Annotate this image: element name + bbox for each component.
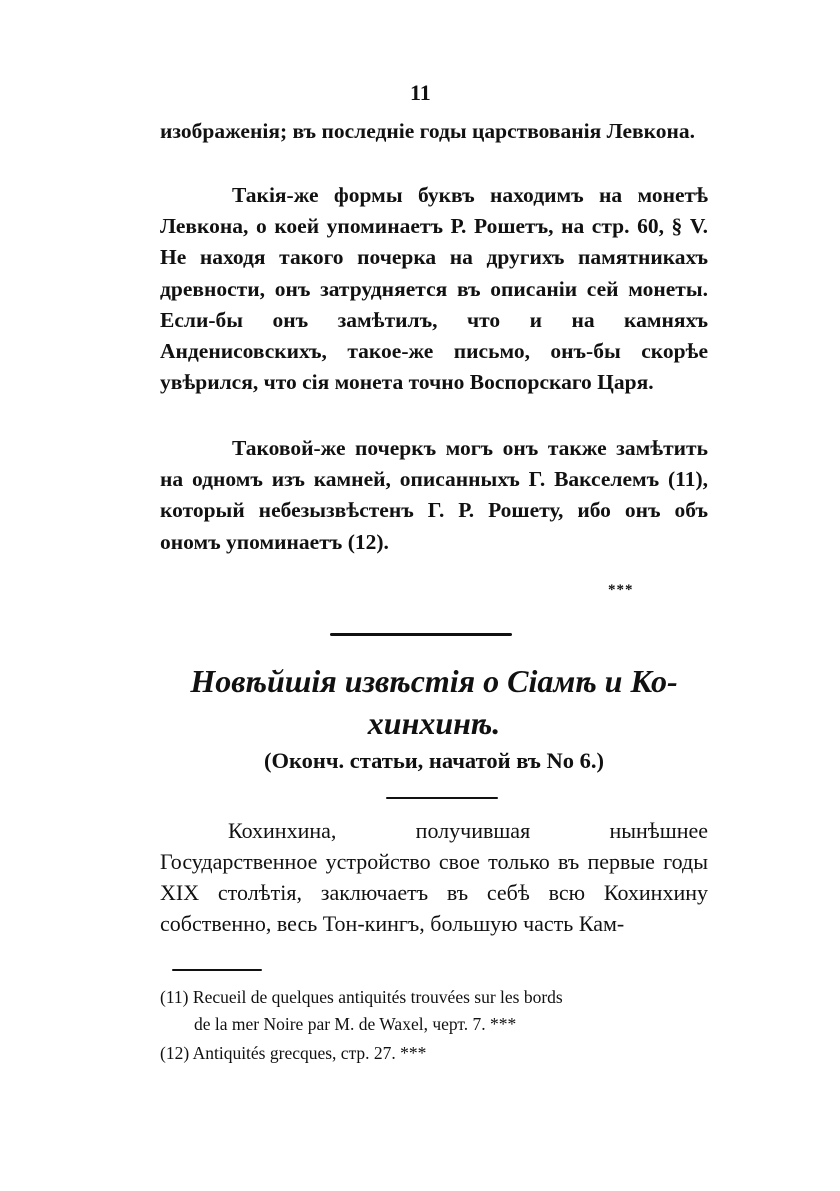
footnote-12 bbox=[160, 1040, 720, 1067]
article-title-line-2: хинхинѣ. bbox=[367, 705, 501, 741]
footnote-text-continued: de la mer Noire par M. de Waxel, черт. 7. *** bbox=[194, 1014, 517, 1034]
paragraph-waxel-stone bbox=[160, 433, 708, 558]
article-title bbox=[160, 660, 708, 744]
page-number: 11 bbox=[410, 80, 431, 105]
article-title-line-1: Новѣйшія извѣстія о Сіамѣ и Ко- bbox=[190, 663, 678, 699]
paragraph-text: Таковой-же почеркъ могъ онъ также замѣтить на одномъ изъ камней, описанныхъ Г. Вакселемъ (11), который небезызвѣстенъ Г. Р. Рошету, ибо онъ объ ономъ упоминаетъ (12). bbox=[160, 436, 708, 554]
end-of-article-stars: *** bbox=[608, 582, 634, 598]
footnote-text: Antiquités grecques, стр. 27. *** bbox=[192, 1043, 427, 1063]
section-divider bbox=[330, 633, 512, 636]
footnote-rule bbox=[172, 969, 262, 971]
paragraph-coin-letters bbox=[160, 180, 708, 398]
subtitle-divider bbox=[386, 797, 498, 799]
footnote-text: Recueil de quelques antiquités trouvées sur les bords bbox=[192, 987, 563, 1007]
footnote-11 bbox=[160, 984, 720, 1038]
paragraph-text: изображенія; въ последніе годы царствованія Левкона. bbox=[160, 119, 696, 143]
article-body-paragraph: Кохинхина, получившая нынѣшнее Государственное устройство свое только въ первые годы XIX столѣтія, заключаетъ въ себѣ всю Кохинхину собственно, весь Тон-кингъ, большую часть Кам- bbox=[160, 818, 708, 936]
continued-paragraph bbox=[160, 116, 708, 147]
paragraph-text: Такія-же формы буквъ находимъ на монетѣ Левкона, о коей упоминаетъ Р. Рошетъ, на стр. 60, § V. Не находя такого почерка на другихъ памятникахъ древности, онъ затрудняется въ описаніи сей монеты. Если-бы онъ замѣтилъ, что и на камняхъ Анденисовскихъ, такое-же письмо, онъ-бы скорѣе увѣрился, что сія монета точно Воспорскаго Царя. bbox=[160, 183, 708, 395]
footnote-marker: (11) bbox=[160, 987, 189, 1007]
footnote-marker: (12) bbox=[160, 1043, 190, 1063]
article-subtitle: (Оконч. статьи, начатой въ No 6.) bbox=[263, 748, 605, 773]
